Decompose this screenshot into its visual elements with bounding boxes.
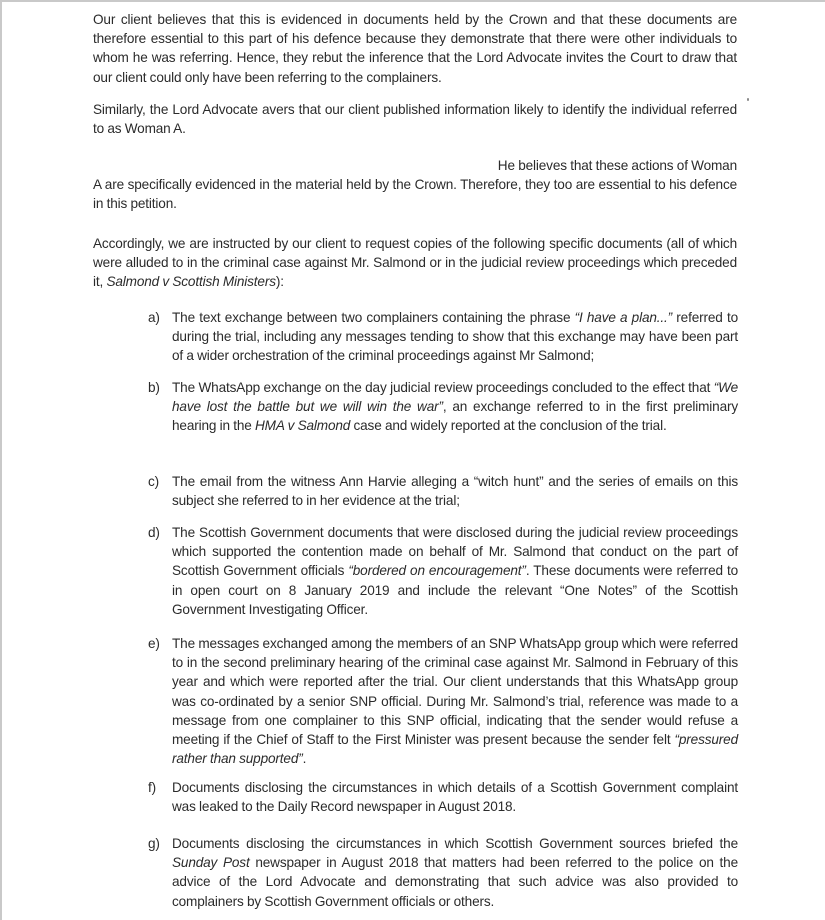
text-run: The WhatsApp exchange on the day judicial review proceedings concluded to the effect that [172,380,714,395]
list-item-label: b) [148,380,160,395]
list-item [148,634,738,768]
list-item-label: f) [148,780,157,795]
list-item [148,523,738,619]
case-name: Salmond v Scottish Ministers [106,274,276,290]
quoted-phrase: “bordered on encouragement” [348,563,526,579]
quoted-phrase: HMA v Salmond [255,418,351,434]
quoted-phrase: “pressured rather than supported” [172,732,738,767]
list-item [148,308,738,366]
text-run: , an exchange referred to in the first preliminary hearing in the [172,399,739,434]
text-run: The messages exchanged among the members of an SNP WhatsApp group which were referred to in the second preliminary hearing of the criminal case against Mr. Salmond in February of this year and which were reported after the trial. Our client understands that this WhatsApp group was co-ordinated by a senior SNP official. During Mr. Salmond’s trial, reference was made to a message from one complainer to this SNP official, indicating that the sender would refuse a meeting if the Chief of Staff to the First Minister was present because the sender felt [172,636,738,748]
text-run: The Scottish Government documents that were disclosed during the judicial review proceedings which supported the contention made on behalf of Mr. Salmond that conduct on the part of Scottish Government officials [172,525,738,579]
list-item-text [172,472,738,510]
text-run: . These documents were referred to in open court on 8 January 2019 and include the relevant “One Notes” of the Scottish Government Investigating Officer. [172,563,738,617]
text-run: Documents disclosing the circumstances in which Scottish Government sources briefed the [172,836,738,851]
list-item-label: e) [148,636,160,651]
text-run: case and widely reported at the conclusion of the trial. [350,418,667,434]
paragraph-text: Accordingly, we are instructed by our client to request copies of the following specific documents (all of which were alluded to in the criminal case against Mr. Salmond or in the judicial review proceedings which preceded it, [93,236,737,290]
list-item-text [172,778,738,816]
quoted-phrase: “I have a plan...” [574,310,673,325]
paragraph-text-partial: He believes that these actions of Woman [497,158,737,173]
text-run: newspaper in August 2018 that matters had been referred to the police on the advice of the Lord Advocate and demonstrating that such advice was also provided to complainers by Scottish Government officials or others. [172,855,738,909]
list-item [148,378,738,436]
list-item [148,834,738,911]
paragraph-text: A are specifically evidenced in the material held by the Crown. Therefore, they too are essential to his defence in this petition. [93,177,737,212]
list-item-text [172,523,738,619]
list-item [148,778,738,816]
text-run: The text exchange between two complainers containing the phrase [172,310,575,325]
list-item-text [172,378,738,436]
text-run: referred to during the trial, including any messages tending to show that this exchange may have been part of a wider orchestration of the criminal proceedings against Mr Salmond; [172,310,738,364]
list-item-text [172,634,738,768]
list-item-label: c) [148,474,160,489]
text-run: The email from the witness Ann Harvie alleging a “witch hunt” and the series of emails on this subject she referred to in her evidence at the trial; [172,474,738,509]
paragraph-text: Similarly, the Lord Advocate avers that our client published information likely to identify the individual referred to as Woman A. [93,102,737,137]
paragraph-actions-woman-a [93,156,737,214]
list-item-label: d) [148,525,160,540]
paragraph-text-end: ): [275,274,284,290]
list-item-text [172,308,738,366]
paragraph-line-partial [93,156,737,175]
list-item-label: a) [148,310,160,325]
quoted-phrase: “We have lost the battle but we will win the war” [172,380,738,415]
paragraph-text: Our client believes that this is evidenced in documents held by the Crown and that these documents are therefore essential to this part of his defence because they demonstrate that there were other individuals to whom he was referring. Hence, they rebut the inference that the Lord Advocate invites the Court to draw that our client could only have been referring to the complainers. [93,12,737,85]
scan-artifact [747,98,749,101]
text-run: Documents disclosing the circumstances in which details of a Scottish Government complaint was leaked to the Daily Record newspaper in August 2018. [172,780,738,815]
list-item-label: g) [148,836,160,851]
list-item-text [172,834,738,911]
quoted-phrase: Sunday Post [172,855,250,871]
list-item [148,472,738,510]
text-run: . [302,751,307,767]
paragraph-woman-a [93,100,737,138]
paragraph-request-documents [93,234,737,292]
paragraph-evidence-crown [93,10,737,87]
